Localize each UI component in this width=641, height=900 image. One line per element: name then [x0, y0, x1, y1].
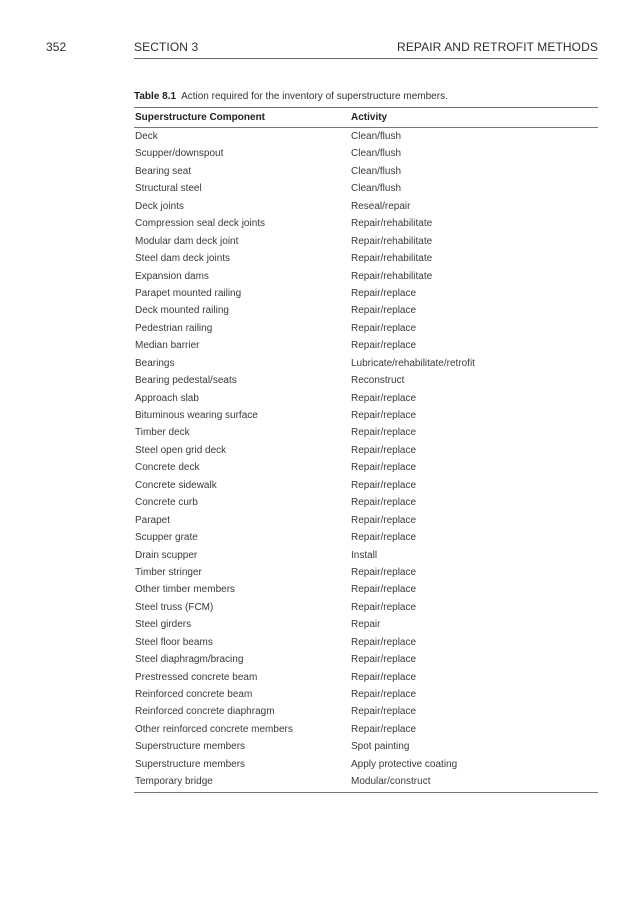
component-cell: Pedestrian railing [135, 322, 213, 334]
component-cell: Reinforced concrete diaphragm [135, 706, 275, 718]
activity-cell: Apply protective coating [351, 758, 458, 770]
table-caption-text: Action required for the inventory of superstructure members. [181, 91, 448, 102]
table-row [134, 198, 598, 215]
table-row [134, 128, 598, 145]
component-cell: Other reinforced concrete members [135, 723, 293, 735]
component-cell: Steel dam deck joints [135, 253, 231, 265]
table-row [134, 285, 598, 302]
table-row [134, 634, 598, 651]
component-cell: Modular dam deck joint [135, 235, 239, 247]
component-cell: Bearing pedestal/seats [135, 375, 237, 387]
table-row [134, 651, 598, 668]
activity-cell: Repair/replace [351, 706, 417, 718]
activity-cell: Repair/replace [351, 723, 417, 735]
component-cell: Bearings [135, 357, 175, 369]
activity-cell: Repair/replace [351, 497, 417, 509]
component-cell: Expansion dams [135, 270, 209, 282]
component-cell: Prestressed concrete beam [135, 671, 258, 683]
activity-cell: Repair/replace [351, 671, 417, 683]
activity-cell: Reconstruct [351, 375, 405, 387]
activity-cell: Repair/replace [351, 514, 417, 526]
table-row [134, 337, 598, 354]
column-header-component: Superstructure Component [135, 112, 266, 123]
activity-cell: Repair/replace [351, 427, 417, 439]
table-body [134, 128, 598, 792]
component-cell: Temporary bridge [135, 776, 213, 788]
component-cell: Deck [135, 131, 158, 142]
inventory-table [134, 107, 598, 793]
activity-cell: Repair/replace [351, 479, 417, 491]
component-cell: Concrete deck [135, 462, 200, 474]
activity-cell: Reseal/repair [351, 200, 411, 212]
page-number: 352 [46, 40, 67, 54]
activity-cell: Repair/rehabilitate [351, 270, 433, 282]
component-cell: Steel truss (FCM) [135, 601, 214, 613]
table-row [134, 180, 598, 197]
column-header-activity: Activity [351, 112, 388, 123]
table-row [134, 459, 598, 476]
activity-cell: Repair/replace [351, 584, 417, 596]
table-row [134, 721, 598, 738]
table-row [134, 390, 598, 407]
activity-cell: Install [351, 549, 378, 561]
activity-cell: Clean/flush [351, 183, 402, 195]
component-cell: Steel floor beams [135, 636, 213, 648]
component-cell: Steel diaphragm/bracing [135, 654, 244, 666]
table-row [134, 669, 598, 686]
component-cell: Reinforced concrete beam [135, 689, 253, 700]
activity-cell: Repair/replace [351, 462, 417, 474]
component-cell: Concrete sidewalk [135, 479, 217, 491]
table-row [134, 407, 598, 424]
table-row [134, 756, 598, 773]
table-row [134, 564, 598, 581]
activity-cell: Repair/replace [351, 444, 417, 456]
table-row [134, 616, 598, 633]
component-cell: Deck joints [135, 200, 184, 212]
component-cell: Concrete curb [135, 497, 198, 509]
activity-cell: Spot painting [351, 741, 410, 753]
activity-cell: Repair/rehabilitate [351, 218, 433, 230]
component-cell: Drain scupper [135, 549, 198, 561]
table-row [134, 145, 598, 162]
component-cell: Steel open grid deck [135, 444, 227, 456]
table-row [134, 738, 598, 755]
component-cell: Compression seal deck joints [135, 218, 266, 230]
table-row [134, 372, 598, 389]
table-row [134, 250, 598, 267]
table-row [134, 529, 598, 546]
table-caption-label: Table 8.1 [134, 91, 177, 102]
component-cell: Median barrier [135, 340, 200, 352]
table-row [134, 773, 598, 790]
table-row [134, 494, 598, 511]
table-row [134, 581, 598, 598]
activity-cell: Repair/replace [351, 410, 417, 421]
table-row [134, 703, 598, 720]
activity-cell: Repair/replace [351, 636, 417, 648]
table-row [134, 477, 598, 494]
component-cell: Superstructure members [135, 758, 246, 770]
table-caption [134, 91, 598, 102]
activity-cell: Repair/replace [351, 340, 417, 352]
activity-cell: Repair/replace [351, 654, 417, 666]
table-row [134, 163, 598, 180]
activity-cell: Clean/flush [351, 165, 402, 177]
component-cell: Superstructure members [135, 741, 246, 753]
table-row [134, 442, 598, 459]
table-row [134, 268, 598, 285]
chapter-title: REPAIR AND RETROFIT METHODS [397, 40, 598, 54]
table-row [134, 302, 598, 319]
activity-cell: Repair/replace [351, 689, 417, 700]
table-row [134, 320, 598, 337]
activity-cell: Repair/replace [351, 532, 417, 544]
activity-cell: Clean/flush [351, 131, 402, 142]
component-cell: Scupper/downspout [135, 148, 224, 160]
activity-cell: Repair/rehabilitate [351, 253, 433, 265]
table-row [134, 424, 598, 441]
running-head [46, 40, 598, 56]
activity-cell: Repair/replace [351, 287, 417, 299]
component-cell: Bearing seat [135, 165, 192, 177]
component-cell: Timber deck [135, 427, 190, 439]
table-row [134, 233, 598, 250]
activity-cell: Lubricate/rehabilitate/retrofit [351, 357, 475, 369]
table-row [134, 355, 598, 372]
table-row [134, 686, 598, 703]
activity-cell: Repair/replace [351, 601, 417, 613]
activity-cell: Clean/flush [351, 148, 402, 160]
component-cell: Timber stringer [135, 566, 202, 578]
table-row [134, 599, 598, 616]
component-cell: Parapet [135, 514, 171, 526]
activity-cell: Repair [351, 619, 381, 631]
component-cell: Scupper grate [135, 532, 198, 544]
header-divider [134, 58, 598, 59]
activity-cell: Repair/rehabilitate [351, 235, 433, 247]
component-cell: Other timber members [135, 584, 236, 596]
table-row [134, 547, 598, 564]
activity-cell: Repair/replace [351, 305, 417, 317]
activity-cell: Repair/replace [351, 566, 417, 578]
activity-cell: Repair/replace [351, 392, 417, 404]
table-row [134, 512, 598, 529]
activity-cell: Repair/replace [351, 322, 417, 334]
component-cell: Bituminous wearing surface [135, 410, 258, 421]
component-cell: Parapet mounted railing [135, 287, 242, 299]
table-row [134, 215, 598, 232]
activity-cell: Modular/construct [351, 776, 431, 788]
section-label: SECTION 3 [134, 40, 199, 54]
component-cell: Structural steel [135, 183, 202, 195]
component-cell: Approach slab [135, 392, 199, 404]
component-cell: Deck mounted railing [135, 305, 229, 317]
component-cell: Steel girders [135, 619, 192, 631]
table-header-row [134, 108, 598, 128]
